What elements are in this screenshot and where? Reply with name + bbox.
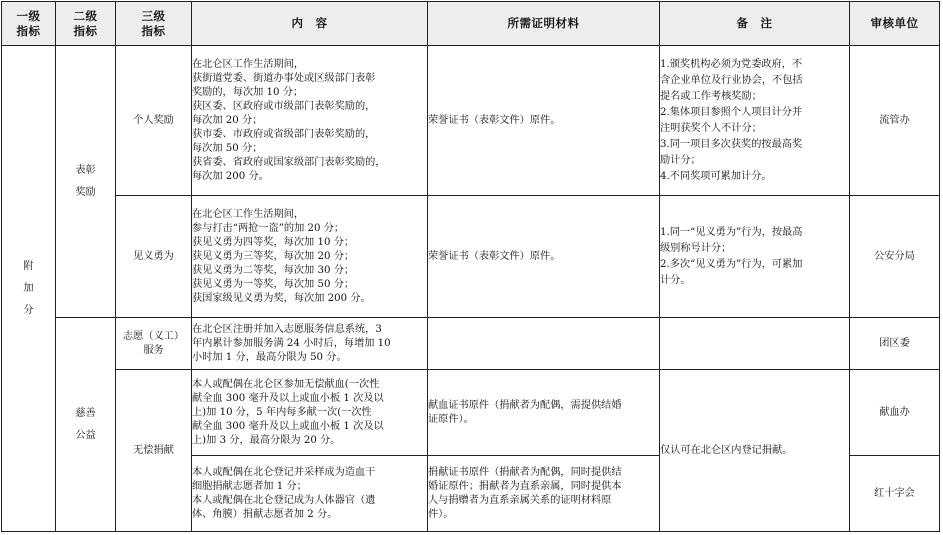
- materials-cell: 荣誉证书（表彰文件）原件。: [428, 196, 660, 318]
- table-row: [2, 196, 940, 318]
- notes-cell: 1.颁奖机构必须为党委政府，不 含企业单位及行业协会，不包括 提名或工作考核奖励； 2.集体项目参照个人项目计分并 注明获奖个人不计分； 3.同一项目多次获奖的按最高奖 励计分； 4.不同奖项可累加计分。: [660, 46, 850, 196]
- notes-cell: 仅认可在北仑区内登记捐献。: [660, 370, 850, 532]
- level3-cell: 个人奖励: [116, 46, 192, 196]
- level2-cell-honors: 表彰 奖励: [56, 46, 116, 318]
- materials-cell: 荣誉证书（表彰文件）原件。: [428, 46, 660, 196]
- notes-cell: [660, 318, 850, 370]
- scoring-table: [1, 1, 940, 532]
- unit-cell: 公安分局: [850, 196, 940, 318]
- header-content: 内 容: [192, 2, 428, 46]
- unit-cell: 红十字会: [850, 456, 940, 532]
- materials-cell: 捐献证书原件（捐献者为配偶，同时提供结 婚证原件；捐献者为直系亲属，同时提供本 人与捐赠者为直系亲属关系的证明材料原 件）。: [428, 456, 660, 532]
- table-row: [2, 318, 940, 370]
- materials-cell: 献血证书原件（捐献者为配偶，需提供结婚 证原件）。: [428, 370, 660, 456]
- materials-cell: [428, 318, 660, 370]
- content-cell: 在北仑区注册并加入志愿服务信息系统，3 年内累计参加服务满 24 小时后，每增加 10 小时加 1 分，最高分限为 50 分。: [192, 318, 428, 370]
- header-level3: 三级 指标: [116, 2, 192, 46]
- header-row: [2, 2, 940, 46]
- table-row: [2, 370, 940, 456]
- unit-cell: 流管办: [850, 46, 940, 196]
- level2-cell-charity: 慈善 公益: [56, 318, 116, 532]
- header-notes: 备 注: [660, 2, 850, 46]
- unit-cell: 献血办: [850, 370, 940, 456]
- content-cell: 本人或配偶在北仑区参加无偿献血(一次性 献全血 300 毫升及以上或血小板 1 次及以 上)加 10 分，5 年内每多献一次(一次性 献全血 300 毫升及以上或血小板 1 次及以 上)加 3 分，最高分限为 20 分。: [192, 370, 428, 456]
- level1-cell: 附 加 分: [2, 46, 56, 532]
- content-cell: 在北仑区工作生活期间， 获街道党委、街道办事处或区级部门表彰 奖励的，每次加 10 分； 获区委、区政府或市级部门表彰奖励的， 每次加 20 分； 获市委、市政府或省级部门表彰奖励的， 每次加 50 分； 获省委、省政府或国家级部门表彰奖励的， 每次加 200 分。: [192, 46, 428, 196]
- unit-cell: 团区委: [850, 318, 940, 370]
- header-level2: 二级 指标: [56, 2, 116, 46]
- content-cell: 在北仑区工作生活期间， 参与打击“两抢一盗”的加 20 分； 获见义勇为四等奖，每次加 10 分； 获见义勇为三等奖，每次加 20 分； 获见义勇为二等奖，每次加 30 分； 获见义勇为一等奖，每次加 50 分； 获国家级见义勇为奖，每次加 200 分。: [192, 196, 428, 318]
- level3-cell: 见义勇为: [116, 196, 192, 318]
- notes-cell: 1.同一“见义勇为”行为，按最高 级别称号计分； 2.多次“见义勇为”行为，可累加 计分。: [660, 196, 850, 318]
- header-unit: 审核单位: [850, 2, 940, 46]
- table-row: [2, 46, 940, 196]
- level3-cell: 志愿（义工） 服务: [116, 318, 192, 370]
- header-materials: 所需证明材料: [428, 2, 660, 46]
- header-level1: 一级 指标: [2, 2, 56, 46]
- content-cell: 本人或配偶在北仑登记并采样成为造血干 细胞捐献志愿者加 1 分； 本人或配偶在北仑登记成为人体器官（遗 体、角膜）捐献志愿者加 2 分。: [192, 456, 428, 532]
- level3-cell: 无偿捐献: [116, 370, 192, 532]
